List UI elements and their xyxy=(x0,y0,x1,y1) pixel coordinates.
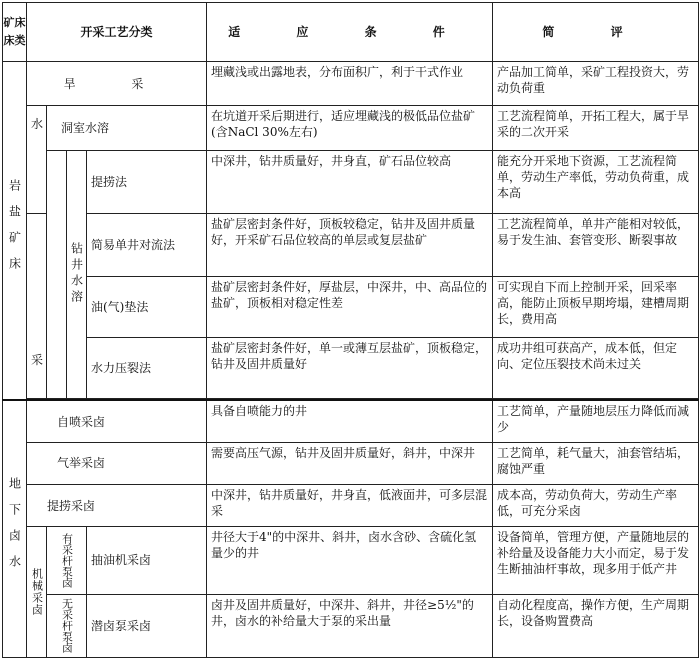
condition-cell: 盐矿层密封条件好，单一或薄互层盐矿，顶板稳定，钻井及固井质量好 xyxy=(207,338,493,399)
condition-cell: 埋藏浅或出露地表，分布面积广，利于干式作业 xyxy=(207,62,493,106)
header-method: 开采工艺分类 xyxy=(27,3,207,62)
comment-cell: 工艺流程简单，单井产能相对较低，易于发生油、套管变形、断裂事故 xyxy=(493,213,699,276)
comment-cell: 工艺简单，耗气量大，油套管结垢，腐蚀严重 xyxy=(493,442,699,484)
mining-label: 采 xyxy=(27,213,47,398)
condition-cell: 在坑道开采后期进行，适应埋藏浅的极低品位盐矿(含NaCl 30%左右) xyxy=(207,106,493,150)
condition-cell: 盐矿层密封条件好，顶板较稳定，钻井及固井质量好，开采矿石品位较高的单层或复层盐矿 xyxy=(207,213,493,276)
norod-label: 无采杆泵卤 xyxy=(47,594,87,657)
header-condition: 适 应 条 件 xyxy=(207,3,493,62)
method-cell: 气举采卤 xyxy=(27,442,207,484)
comment-cell: 成功井组可获高产，成本低，但定向、定位压裂技术尚未过关 xyxy=(493,338,699,399)
condition-cell: 中深井，钻井质量好，井身直，矿石品位较高 xyxy=(207,150,493,213)
table-row xyxy=(3,276,699,337)
table-row xyxy=(3,400,699,442)
comment-cell: 自动化程度高，操作方便，生产周期长，设备购置费高 xyxy=(493,594,699,657)
spacer-cell xyxy=(47,276,67,337)
spacer-cell xyxy=(47,150,67,213)
table-row xyxy=(3,213,699,276)
method-cell: 油(气)垫法 xyxy=(87,276,207,337)
condition-cell: 井径大于4"的中深井、斜井，卤水含砂、含硫化氢量少的井 xyxy=(207,527,493,594)
comment-cell: 工艺流程简单，开拓工程大，属于旱采的二次开采 xyxy=(493,106,699,150)
drill-label: 钻井水溶 xyxy=(67,150,87,399)
condition-cell: 具备自喷能力的井 xyxy=(207,400,493,442)
method-cell: 洞室水溶 xyxy=(47,106,207,150)
header-row xyxy=(3,3,699,62)
table-row xyxy=(3,338,699,399)
comment-cell: 工艺简单，产量随地层压力降低而减少 xyxy=(493,400,699,442)
table-row xyxy=(3,106,699,150)
comment-cell: 设备简单，管理方便，产量随地层的补给量及设备能力大小而定，易于发生断抽油杆事故，现多用于低产井 xyxy=(493,527,699,594)
method-cell: 提捞法 xyxy=(87,150,207,213)
method-cell: 简易单井对流法 xyxy=(87,213,207,276)
method-cell: 抽油机采卤 xyxy=(87,527,207,594)
water-label: 水 xyxy=(27,106,47,213)
header-comment: 简 评 xyxy=(493,3,699,62)
table-row xyxy=(3,485,699,527)
header-deposit-type: 矿床床类 xyxy=(3,3,27,62)
spacer-cell xyxy=(47,213,67,276)
rod-label: 有采杆泵卤 xyxy=(47,527,87,594)
table-row xyxy=(3,527,699,594)
condition-cell: 需要高压气源，钻井及固井质量好，斜井，中深井 xyxy=(207,442,493,484)
rock-salt-group-label: 岩盐矿床 xyxy=(3,62,27,401)
condition-cell: 卤井及固井质量好，中深井、斜井，井径≥5½"的井，卤水的补给量大于泵的采出量 xyxy=(207,594,493,657)
method-cell: 潜卤泵采卤 xyxy=(87,594,207,657)
comment-cell: 能充分开采地下资源，工艺流程简单，劳动生产率低，劳动负荷重，成本高 xyxy=(493,150,699,213)
brine-group-label: 地下卤水 xyxy=(3,400,27,657)
method-cell: 自喷采卤 xyxy=(27,400,207,442)
spacer-cell xyxy=(47,338,67,399)
comment-cell: 成本高，劳动负荷大，劳动生产率低，可充分采卤 xyxy=(493,485,699,527)
condition-cell: 中深井，钻井质量好，井身直，低液面井，可多层混采 xyxy=(207,485,493,527)
method-cell: 提捞采卤 xyxy=(27,485,207,527)
table-row xyxy=(3,62,699,106)
mining-process-table xyxy=(2,2,699,658)
comment-cell: 产品加工简单，采矿工程投资大，劳动负荷重 xyxy=(493,62,699,106)
method-cell: 旱 采 xyxy=(27,62,207,106)
method-cell: 水力压裂法 xyxy=(87,338,207,399)
mech-label: 机械采卤 xyxy=(27,527,47,658)
table-row xyxy=(3,442,699,484)
table-row xyxy=(3,150,699,213)
condition-cell: 盐矿层密封条件好，厚盐层，中深井，中、高品位的盐矿，顶板相对稳定性差 xyxy=(207,276,493,337)
comment-cell: 可实现自下而上控制开采，回采率高，能防止顶板早期垮塌，建槽周期长，费用高 xyxy=(493,276,699,337)
table-row xyxy=(3,594,699,657)
